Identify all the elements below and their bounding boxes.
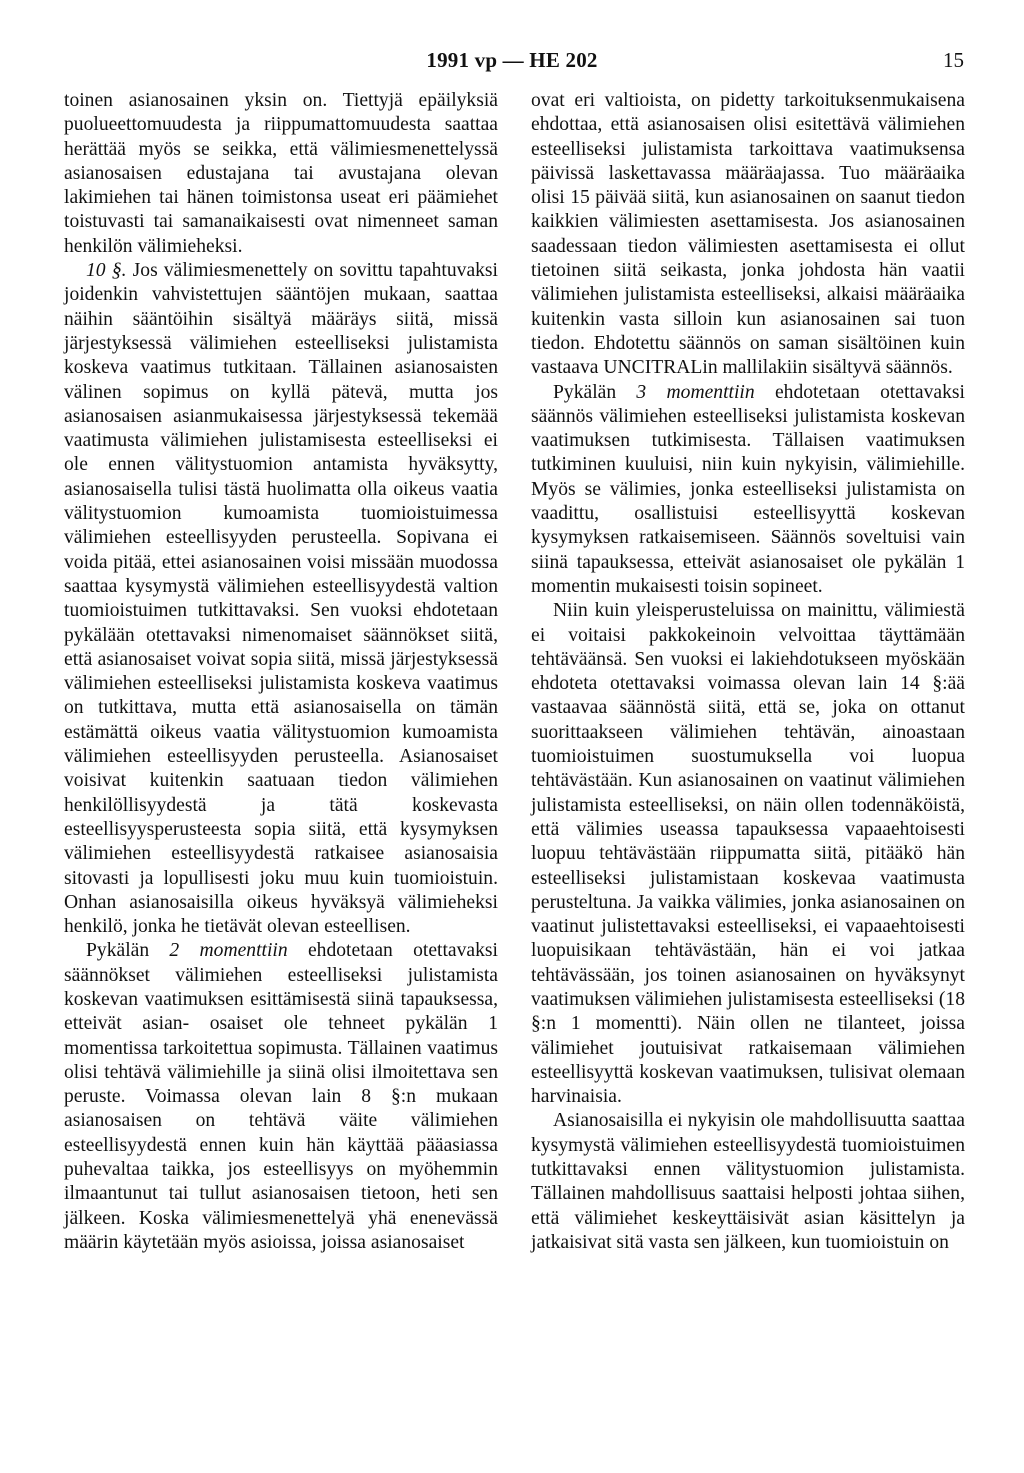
page-number: 15	[943, 48, 964, 72]
paragraph: Asianosaisilla ei nykyisin ole mahdollisuutta saattaa kysymystä välimiehen esteellisyydestä tuomioistuimen tutkittavaksi ennen välitystuomion julistamista. Tällainen mahdollisuus saattaisi helposti johtaa siihen, että välimiehet keskeyttäisivät asian käsittelyn ja jatkaisivat sitä vasta sen jälkeen, kun tuomioistuin on	[531, 1110, 965, 1253]
emphasis: 3 momenttiin	[636, 381, 755, 403]
paragraph: toinen asianosainen yksin on. Tiettyjä epäilyksiä puolueettomuudesta ja riippumattomuudesta saattaa herättää myös se seikka, että välimiesmenettelyssä asianosaisen edustajana tai avustajana olevan lakimiehen tai hänen toimistonsa useat eri päämiehet toistuvasti tai samanaikaisesti ovat nimenneet saman henkilön välimieheksi.	[64, 90, 498, 257]
paragraph	[64, 939, 498, 1255]
paragraph-lead: Pykälän	[553, 381, 637, 403]
left-column	[64, 89, 498, 1255]
paragraph-text: ehdotetaan otettavaksi säännökset välimiehen esteelliseksi julistamista koskevan vaatimuksen esittämisestä siinä tapauksessa, etteivät asian- osaiset ole tehneet pykälän 1 momentissa tarkoitettua sopimusta. Tällainen vaatimus olisi tehtävä välimiehille ja siinä olisi ilmoitettava sen peruste. Voimassa olevan lain 8 §:n mukaan asianosaisen on tehtävä väite välimiehen esteellisyydestä ennen kuin hän käyttää pääasiassa puhevaltaa taikka, jos esteellisyys on myöhemmin ilmaantunut tai tullut asianosaisen tietoon, heti sen jälkeen. Koska välimiesmenettelyä yhä enenevässä määrin käytetään myös asioissa, joissa asianosaiset	[64, 940, 498, 1253]
right-column	[531, 89, 965, 1255]
page-header	[0, 48, 1024, 76]
paragraph-text: Jos välimiesmenettely on sovittu tapahtuvaksi joidenkin vahvistettujen sääntöjen mukaan, saattaa näihin sääntöihin sisältyä määräys siitä, missä järjestyksessä välimiehen esteelliseksi julistamista koskeva vaatimus tutkitaan. Tällainen asianosaisten välinen sopimus on kyllä pätevä, mutta jos asianosaisen asianmukaisessa järjestyksessä tekemää vaatimusta välimiehen julistamisesta esteelliseksi ei ole ennen välitystuomion antamista hyväksytty, asianosaisella tulisi tästä huolimatta olla oikeus vaatia välitystuomion kumoamista tuomioistuimessa välimiehen esteellisyyden perusteella. Sopivana ei voida pitää, ettei asianosainen voisi missään muodossa saattaa kysymystä välimiehen esteellisyydestä valtion tuomioistuimen tutkittavaksi. Sen vuoksi ehdotetaan pykälään otettavaksi nimenomaiset säännökset siitä, että asianosaiset voivat sopia siitä, missä järjestyksessä välimiehen esteelliseksi julistamista koskeva vaatimus on tutkittava, mutta että asianosaisella on tämän estämättä oikeus vaatia välitystuomion kumoamista välimiehen esteellisyyden perusteella. Asianosaiset voisivat kuitenkin saatuaan tiedon välimiehen henkilöllisyydestä ja tätä koskevasta esteellisyysperusteesta sopia siitä, että kysymyksen välimiehen esteellisyydestä ratkaisee asianosaisia sitovasti ja lopullisesti joku muu kuin tuomioistuin. Onhan asianosaisilla oikeus hyväksyä välimieheksi henkilö, jonka he tietävät olevan esteellisen.	[64, 260, 499, 938]
paragraph: ovat eri valtioista, on pidetty tarkoituksenmukaisena ehdottaa, että asianosaisen olisi esitettävä välimiehen esteelliseksi julistamista tarkoittava vaatimuksensa päivissä laskettavassa määräajassa. Tuo määräaika olisi 15 päivää siitä, kun asianosainen on saanut tiedon kaikkien välimiesten asettamisesta. Jos asianosainen saadessaan tiedon välimiesten asettamisesta ei ollut tietoinen siitä seikasta, jonka johdosta hän vaatii välimiehen julistamista esteelliseksi, alkaisi määräaika kuitenkin vasta silloin kun asianosainen sai tuon tiedon. Ehdotettu säännös on saman sisältöinen kuin vastaava UNCITRALin mallilakiin sisältyvä säännös.	[531, 90, 965, 379]
paragraph	[531, 381, 965, 600]
paragraph	[64, 259, 498, 939]
paragraph-lead: Pykälän	[86, 940, 170, 962]
paragraph: Niin kuin yleisperusteluissa on mainittu, välimiestä ei voitaisi pakkokeinoin velvoittaa täyttämään tehtäväänsä. Sen vuoksi ei lakiehdotukseen myöskään ehdoteta otettavaksi voimassa olevan lain 14 §:ää vastaavaa säännöstä siitä, että se, joka on ottanut suorittaakseen välimiehen tehtävän, ainoastaan tuomioistuimen suostumuksella voi luopua tehtävästään. Kun asianosainen on vaatinut välimiehen julistamista esteelliseksi, on näin ollen todennäköistä, että välimies useassa tapauksessa vapaaehtoisesti luopuu tehtävästään riippumatta siitä, pitääkö hän esteelliseksi julistamistaan koskevaa vaatimusta perusteltuna. Ja vaikka välimies, jonka asianosainen on vaatinut julistettavaksi esteelliseksi, ei vapaaehtoisesti luopuisikaan tehtävästään, hän ei voi jatkaa tehtävässään, jos toinen asianosainen on hyväksynyt vaatimuksen välimiehen julistamisesta esteelliseksi (18 §:n 1 momentti). Näin ollen ne tilanteet, joissa välimiehet joutuisivat ratkaisemaan välimiehen esteellisyyttä koskevan vaatimuksen, tulisivat olemaan harvinaisia.	[531, 600, 965, 1108]
paragraph-text: ehdotetaan otettavaksi säännös välimiehen esteelliseksi julistamista koskevan vaatimuksen tutkimisesta. Tällaisen vaatimuksen tutkiminen kuuluisi, niin kuin nykyisin, välimiehille. Myös se välimies, jonka esteelliseksi julistamista on vaadittu, osallistuisi esteellisyyttä koskevan kysymyksen ratkaisemiseen. Säännös soveltuisi vain siinä tapauksessa, etteivät asianosaiset ole pykälän 1 momentin mukaisesti toisin sopineet.	[531, 381, 965, 597]
emphasis: 2 momenttiin	[169, 940, 288, 962]
section-marker: 10 §.	[86, 260, 127, 282]
running-title: 1991 vp — HE 202	[426, 48, 598, 72]
